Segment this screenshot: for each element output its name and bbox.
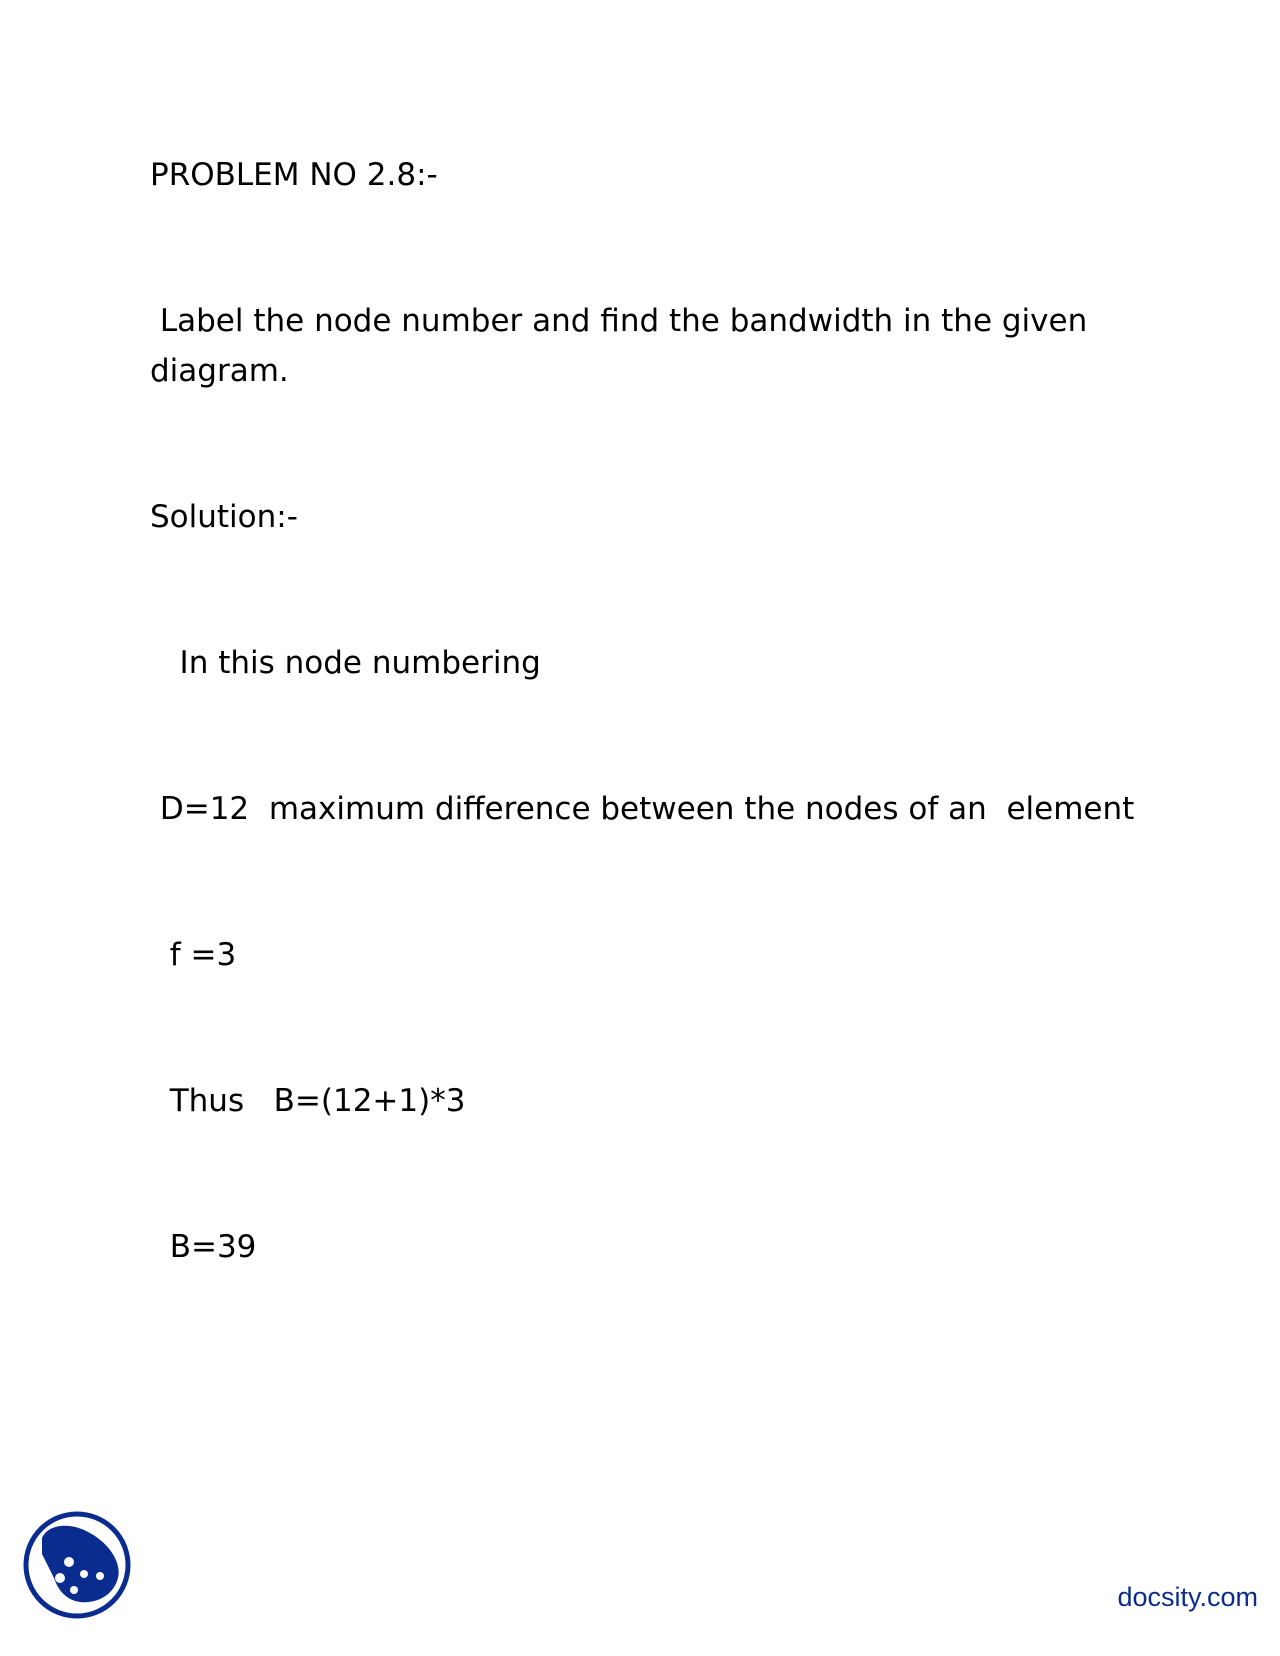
- solution-heading: Solution:-: [150, 499, 298, 535]
- docsity-link[interactable]: docsity.com: [1117, 1582, 1258, 1612]
- docsity-logo-icon[interactable]: [22, 1510, 132, 1620]
- question-text-line-1: Label the node number and find the bandwidth in the given: [150, 303, 1088, 339]
- problem-title: PROBLEM NO 2.8:-: [150, 157, 438, 193]
- f-value-line: f =3: [150, 937, 237, 973]
- d-value-line: D=12 maximum difference between the nodes of an element: [150, 791, 1135, 827]
- question-text-line-2: diagram.: [150, 353, 289, 389]
- bandwidth-formula-line: Thus B=(12+1)*3: [150, 1083, 466, 1119]
- solution-intro: In this node numbering: [150, 645, 541, 681]
- bandwidth-result-line: B=39: [150, 1229, 257, 1265]
